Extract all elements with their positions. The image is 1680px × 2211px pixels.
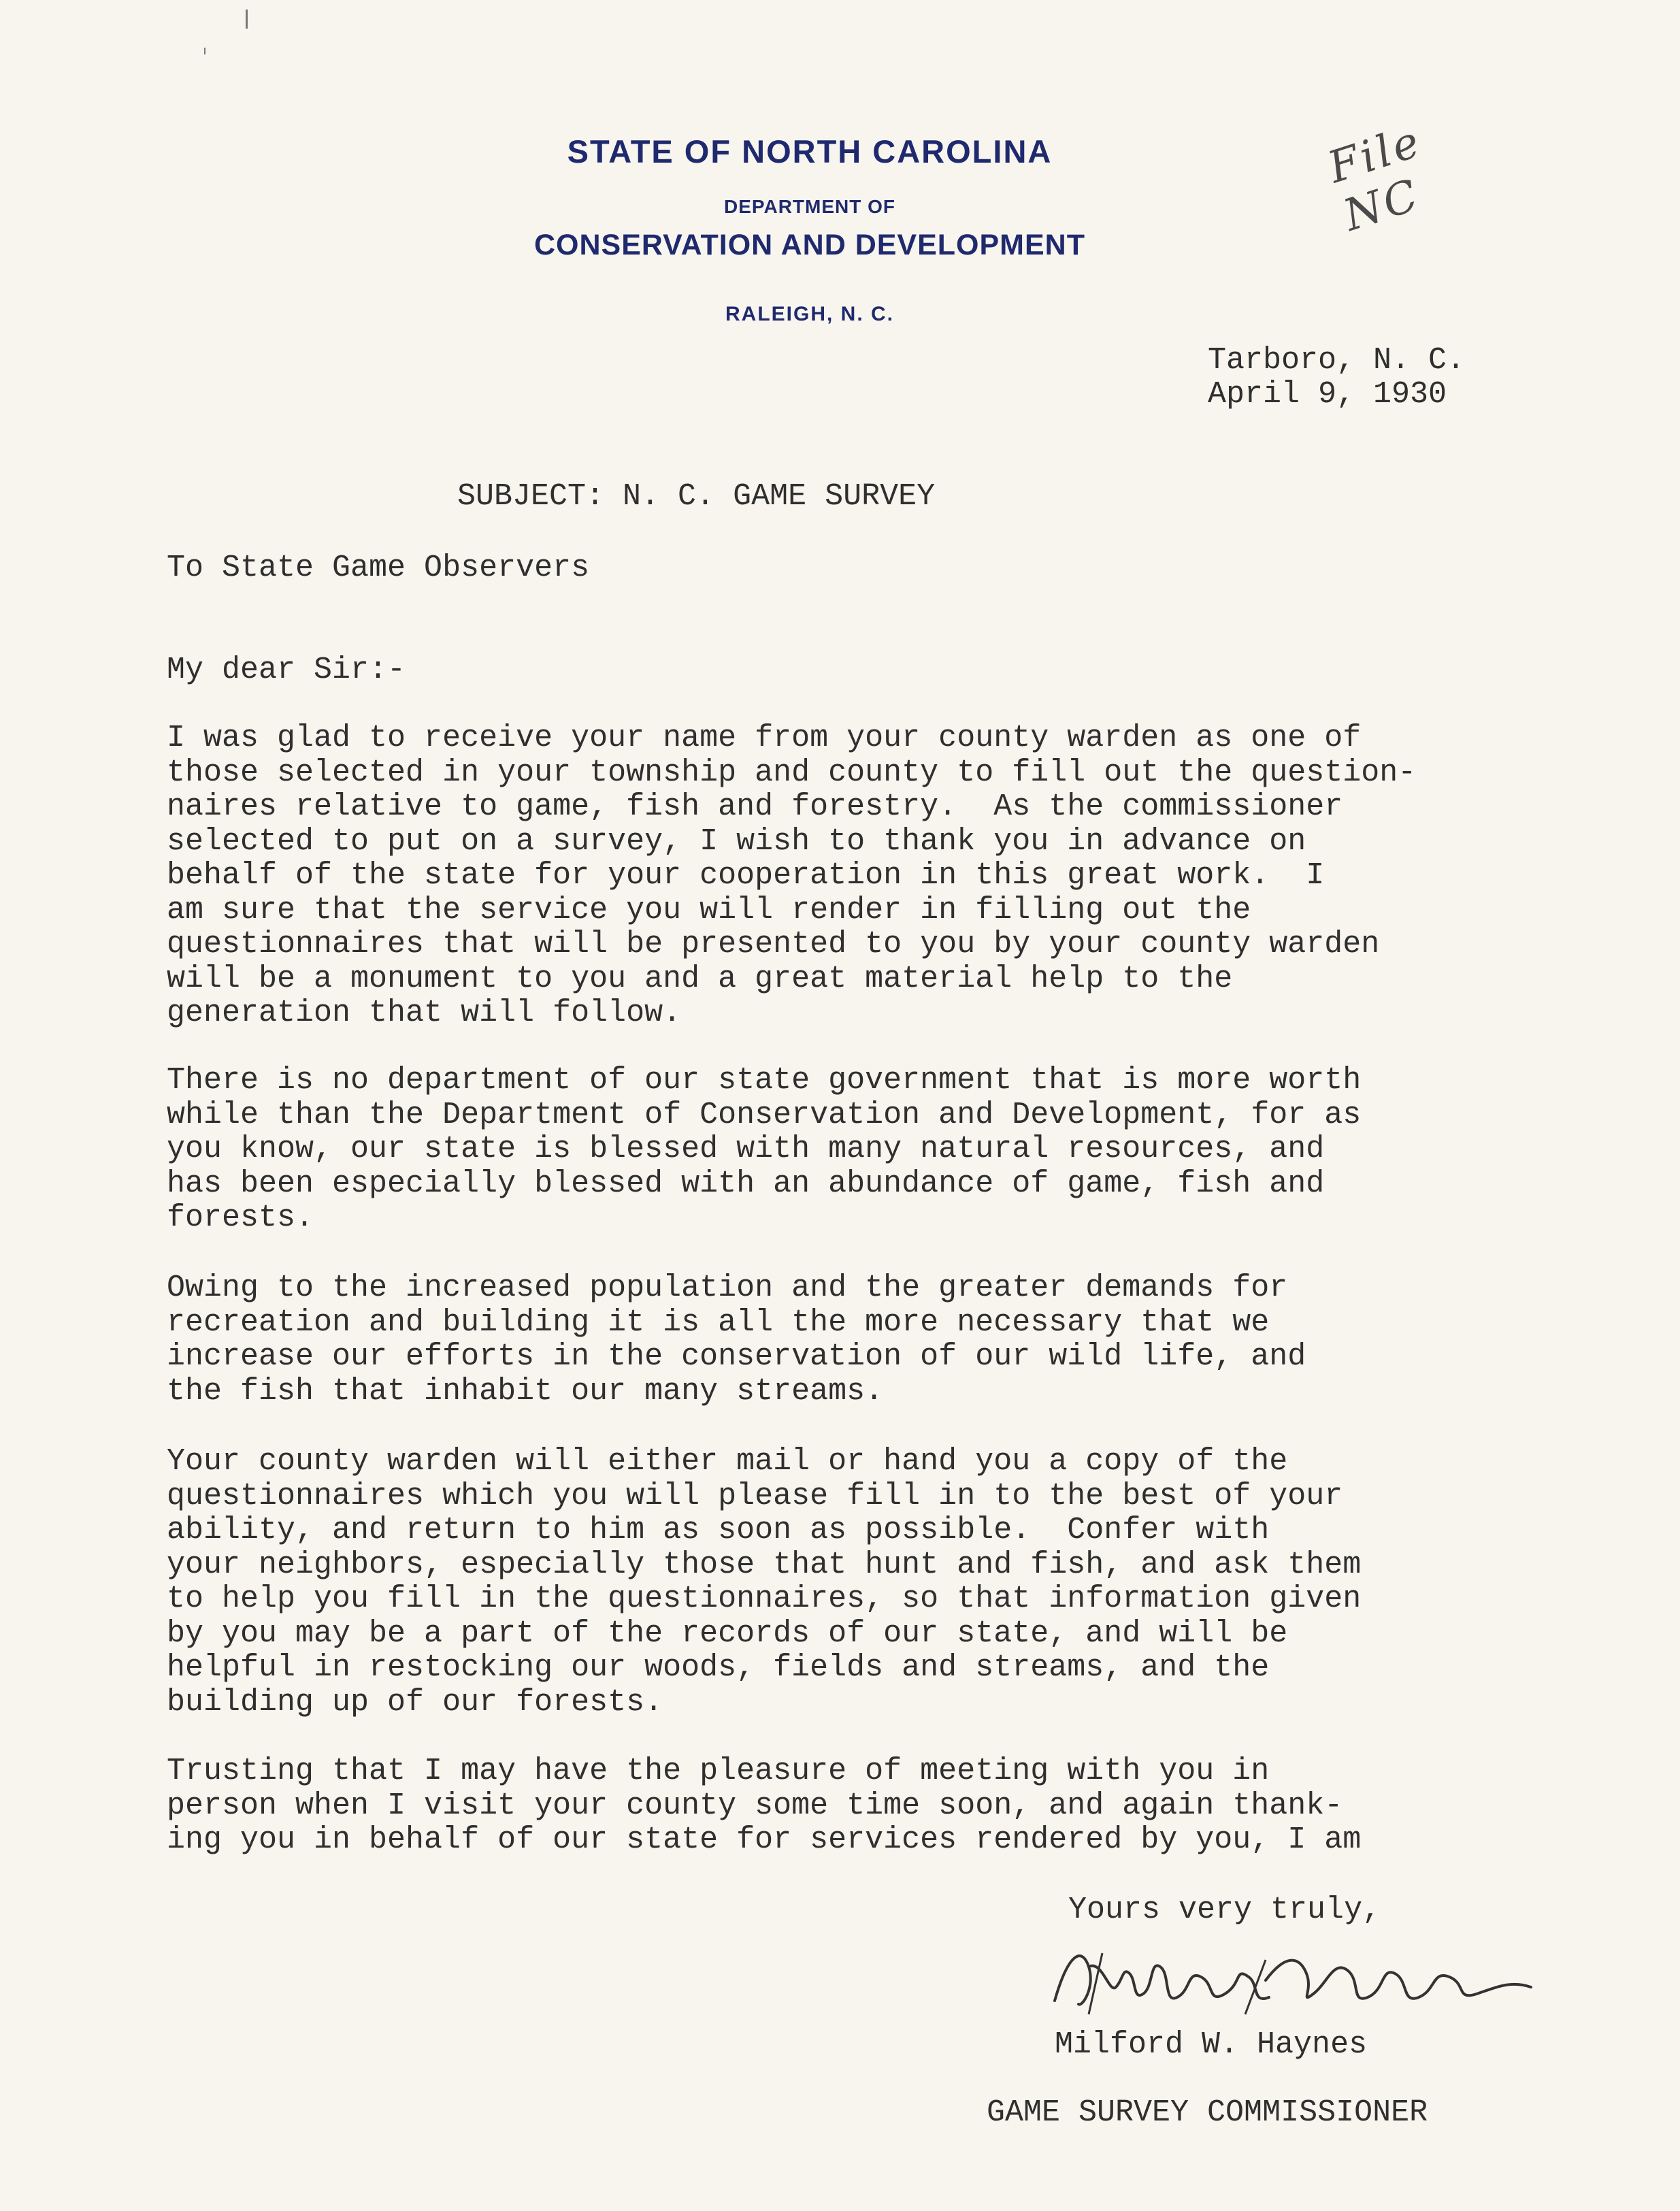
letterhead-conservation: CONSERVATION AND DEVELOPMENT [533,229,1086,261]
salutation-line: My dear Sir:- [167,653,406,687]
date-text: April 9, 1930 [1208,377,1447,412]
letterhead-city: RALEIGH, N. C. [725,303,894,325]
closing-line: Yours very truly, [1068,1893,1381,1927]
paragraph-2: There is no department of our state government that is more worth while than the Department of Conservation and Development, for as you know, our state is blessed with many natural resources, and has been especially blessed with an abundance of game, fish and forests. [167,1063,1362,1235]
paragraph-5: Trusting that I may have the pleasure of meeting with you in person when I visit your county some time soon, and again thank- ing you in behalf of our state for services rendered by you, I am [167,1754,1362,1857]
letterhead-state: STATE OF NORTH CAROLINA [567,133,1053,169]
margin-mark [204,48,205,54]
handwritten-file-note: File NC [1322,116,1428,242]
signer-name: Milford W. Haynes [1055,2027,1368,2062]
place-text: Tarboro, N. C. [1208,343,1466,378]
paragraph-1: I was glad to receive your name from your county warden as one of those selected in your township and county to fill out the question- naires relative to game, fish and forestry. As the commissioner selected to put on a survey, I wish to thank you in advance on behalf of the state for your cooperation in this great work. I am sure that the service you will render in filling out the questionnaires that will be presented to you by your county warden will be a monument to you and a great material help to the generation that will follow. [167,721,1417,1030]
handwritten-signature [1041,1939,1585,2021]
paragraph-3: Owing to the increased population and the greater demands for recreation and building it is all the more necessary that we increase our efforts in the conservation of our wild life, and the fish that inhabit our many streams. [167,1271,1306,1409]
paragraph-4: Your county warden will either mail or hand you a copy of the questionnaires which you will please fill in to the best of your ability, and return to him as soon as possible. Confer with your neighbors, especially those that hunt and fish, and ask them to help you fill in the questionnaires, so that information given by you may be a part of the records of our state, and will be helpful in restocking our woods, fields and streams, and the building up of our forests. [167,1444,1362,1720]
letterhead [401,133,1218,326]
letterhead-department-of: DEPARTMENT OF [723,196,896,217]
place-date-block [1208,344,1465,412]
signer-title: GAME SURVEY COMMISSIONER [987,2095,1428,2130]
addressee-line: To State Game Observers [167,551,590,585]
subject-line: SUBJECT: N. C. GAME SURVEY [457,479,936,514]
margin-mark [246,10,248,29]
